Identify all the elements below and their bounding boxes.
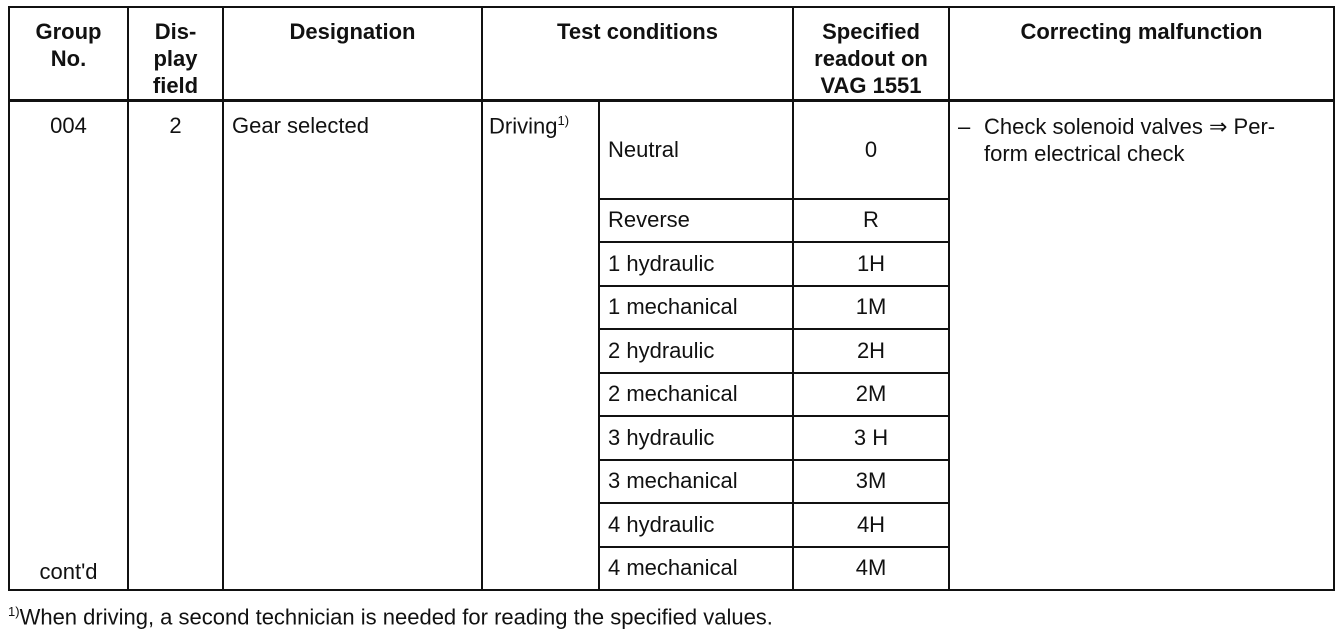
header-group-no: Group No.	[9, 7, 128, 101]
gear-label: 2 hydraulic	[599, 329, 793, 373]
header-display-field: Dis- play field	[128, 7, 223, 101]
gear-label: 4 mechanical	[599, 547, 793, 591]
gear-readout: 4M	[793, 547, 949, 591]
bullet-dash: –	[958, 114, 971, 139]
group-number-cell	[9, 101, 128, 591]
gear-readout: 4H	[793, 503, 949, 547]
footnote-text: When driving, a second technician is needed for reading the specified values.	[19, 604, 773, 630]
group-continued: cont'd	[39, 559, 98, 584]
gear-label: 2 mechanical	[599, 373, 793, 417]
gear-readout: 2M	[793, 373, 949, 417]
gear-label: 3 mechanical	[599, 460, 793, 504]
gear-label: 4 hydraulic	[599, 503, 793, 547]
fix-line-1: Check solenoid valves ⇒ Per-	[984, 114, 1276, 139]
footnote	[8, 604, 773, 630]
gear-readout: 0	[793, 101, 949, 199]
table-row	[9, 101, 1334, 199]
designation: Gear selected	[223, 101, 482, 591]
gear-readout: R	[793, 199, 949, 243]
gear-readout-table	[8, 6, 1335, 591]
gear-readout: 3 H	[793, 416, 949, 460]
gear-label: 3 hydraulic	[599, 416, 793, 460]
group-number: 004	[50, 113, 87, 138]
gear-readout: 3M	[793, 460, 949, 504]
test-condition	[482, 101, 599, 591]
footnote-mark: 1)	[8, 604, 20, 619]
gear-label: Neutral	[599, 101, 793, 199]
header-correcting-malfunction: Correcting malfunction	[949, 7, 1334, 101]
gear-label: 1 hydraulic	[599, 242, 793, 286]
header-designation: Designation	[223, 7, 482, 101]
gear-readout: 1H	[793, 242, 949, 286]
header-test-conditions: Test conditions	[482, 7, 793, 101]
header-specified-readout: Specified readout on VAG 1551	[793, 7, 949, 101]
gear-label: Reverse	[599, 199, 793, 243]
correcting-malfunction	[949, 101, 1334, 591]
fix-line-2: form electrical check	[984, 141, 1185, 166]
gear-label: 1 mechanical	[599, 286, 793, 330]
gear-readout: 1M	[793, 286, 949, 330]
header-row	[9, 7, 1334, 101]
footnote-ref: 1)	[557, 113, 570, 128]
test-condition-text: Driving	[489, 113, 558, 139]
gear-readout: 2H	[793, 329, 949, 373]
display-field: 2	[128, 101, 223, 591]
